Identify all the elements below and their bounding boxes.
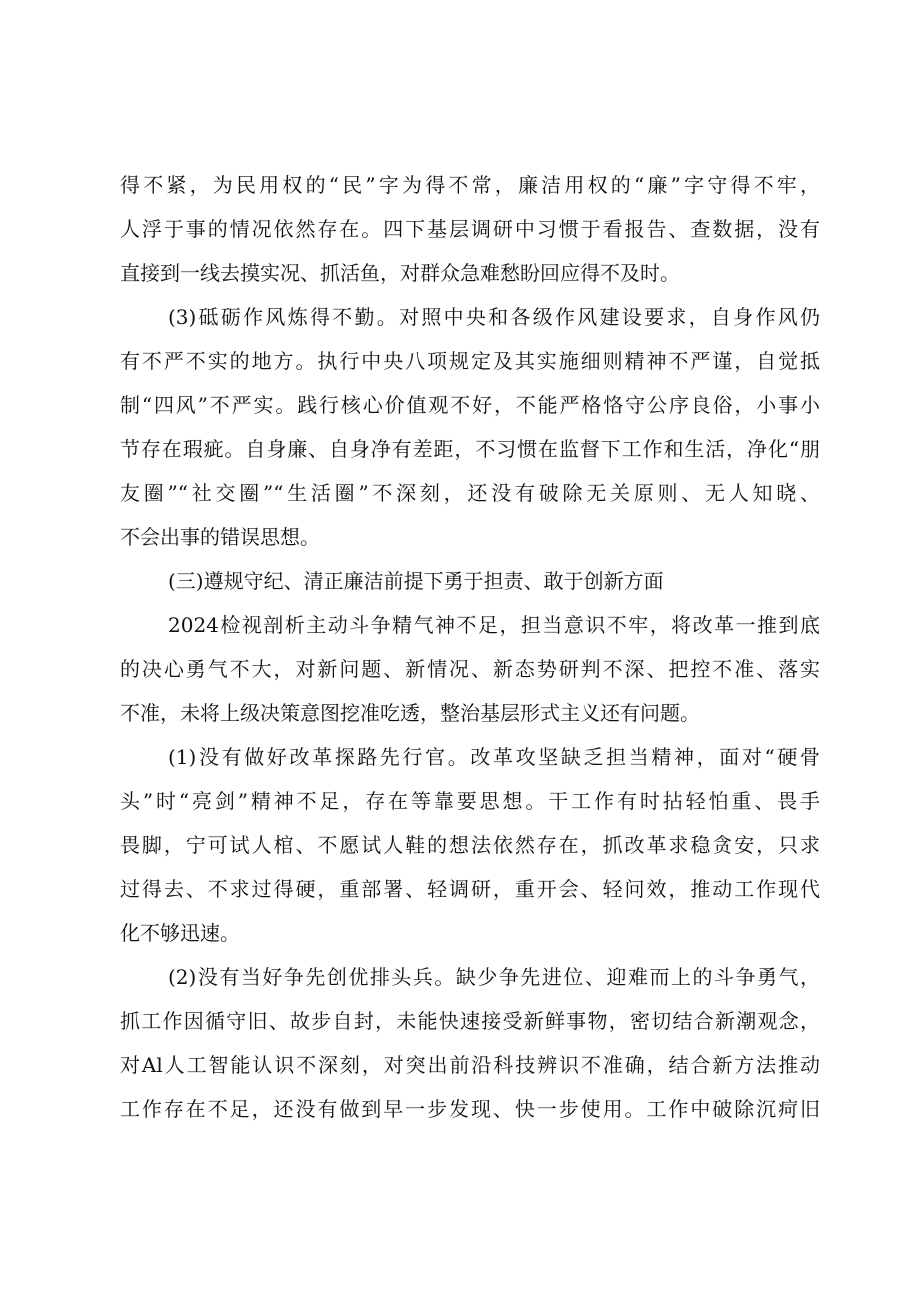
text-line: 人浮于事的情况依然存在。四下基层调研中习惯于看报告、查数据，没有	[120, 217, 820, 241]
text-line: 过得去、不求过得硬，重部署、轻调研，重开会、轻问效，推动工作现代	[120, 877, 820, 901]
text-line: 的决心勇气不大，对新问题、新情况、新态势研判不深、把控不准、落实	[120, 657, 820, 681]
section-heading-text: (三)遵规守纪、清正廉洁前提下勇于担责、敢于创新方面	[168, 569, 664, 593]
text-line: 工作存在不足，还没有做到早一步发现、快一步使用。工作中破除沉疴旧	[120, 1097, 820, 1121]
text-line: (1)没有做好改革探路先行官。改革攻坚缺乏担当精神，面对“硬骨	[168, 745, 820, 769]
text-line: 不会出事的错误思想。	[120, 525, 320, 549]
text-line: 不准，未将上级决策意图挖准吃透，整治基层形式主义还有问题。	[120, 701, 700, 725]
text-line: (3)砥砺作风炼得不勤。对照中央和各级作风建设要求，自身作风仍	[168, 305, 820, 329]
text-line: 2024检视剖析主动斗争精气神不足，担当意识不牢，将改革一推到底	[168, 613, 820, 637]
text-line: 直接到一线去摸实况、抓活鱼，对群众急难愁盼回应得不及时。	[120, 261, 680, 285]
text-line: 畏脚，宁可试人棺、不愿试人鞋的想法依然存在，抓改革求稳贪安，只求	[120, 833, 820, 857]
text-line: 抓工作因循守旧、故步自封，未能快速接受新鲜事物，密切结合新潮观念，	[120, 1009, 820, 1033]
text-line: 有不严不实的地方。执行中央八项规定及其实施细则精神不严谨，自觉抵	[120, 349, 820, 373]
text-line: 化不够迅速。	[120, 921, 240, 945]
text-line: 头”时“亮剑”精神不足，存在等靠要思想。干工作有时拈轻怕重、畏手	[120, 789, 820, 813]
text-line: 友圈”“社交圈”“生活圈”不深刻，还没有破除无关原则、无人知晓、	[120, 481, 820, 505]
text-line: (2)没有当好争先创优排头兵。缺少争先进位、迎难而上的斗争勇气，	[168, 965, 820, 989]
text-line: 对Al人工智能认识不深刻，对突出前沿科技辨识不准确，结合新方法推动	[120, 1053, 820, 1077]
text-line: 节存在瑕疵。自身廉、自身净有差距，不习惯在监督下工作和生活，净化“朋	[120, 437, 820, 461]
text-line: 得不紧，为民用权的“民”字为得不常，廉洁用权的“廉”字守得不牢，	[120, 173, 820, 197]
text-line: 制“四风”不严实。践行核心价值观不好，不能严格恪守公序良俗，小事小	[120, 393, 820, 417]
